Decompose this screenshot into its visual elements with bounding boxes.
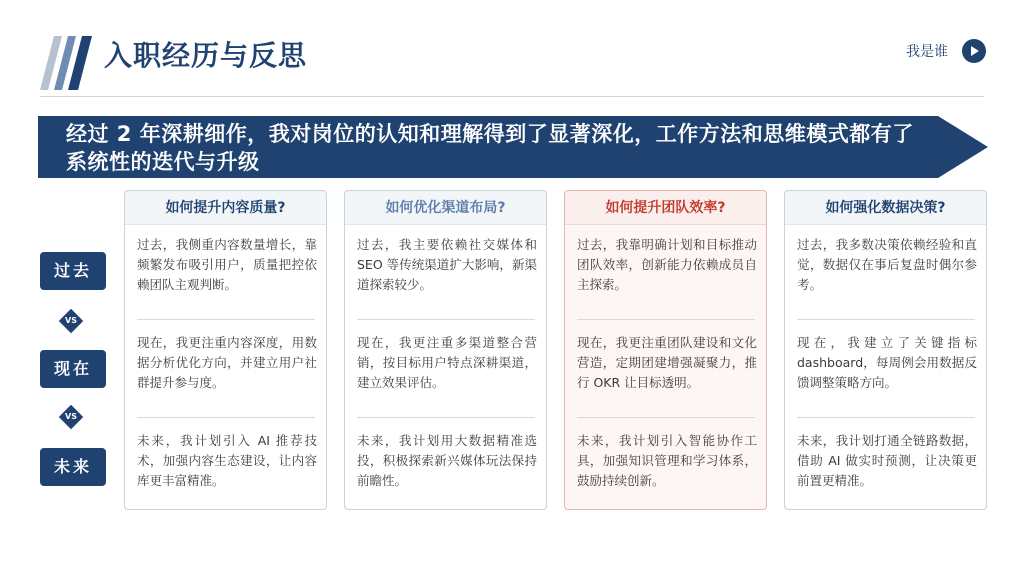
page-title: 入职经历与反思 bbox=[104, 39, 308, 72]
banner-text: 经过 2 年深耕细作，我对岗位的认知和理解得到了显著深化，工作方法和思维模式都有了系统性的迭代与升级 bbox=[66, 122, 914, 174]
card-divider bbox=[357, 417, 535, 418]
card-data-decision bbox=[784, 190, 987, 510]
card-future-text: 未来，我计划用大数据精准选投，积极探索新兴媒体玩法保持前瞻性。 bbox=[357, 433, 537, 488]
card-future-text: 未来，我计划引入智能协作工具，加强知识管理和学习体系，鼓励持续创新。 bbox=[577, 433, 757, 488]
card-title: 如何优化渠道布局? bbox=[345, 191, 546, 225]
title-slashes-decoration bbox=[40, 36, 100, 90]
card-past-text: 过去，我靠明确计划和目标推动团队效率，创新能力依赖成员自主探索。 bbox=[577, 237, 757, 292]
vs-text: VS bbox=[65, 412, 77, 421]
header-divider bbox=[40, 96, 984, 97]
card-present-text: 现在，我建立了关键指标 dashboard，每周例会用数据反馈调整策略方向。 bbox=[797, 335, 977, 390]
card-content-quality bbox=[124, 190, 327, 510]
card-divider bbox=[137, 319, 315, 320]
card-divider bbox=[137, 417, 315, 418]
vs-badge bbox=[59, 309, 83, 333]
card-title: 如何提升内容质量? bbox=[125, 191, 326, 225]
play-icon[interactable] bbox=[962, 39, 986, 63]
summary-banner bbox=[38, 116, 988, 178]
card-present-text: 现在，我更注重内容深度，用数据分析优化方向，并建立用户社群提升参与度。 bbox=[137, 335, 317, 390]
card-divider bbox=[797, 319, 975, 320]
card-past-text: 过去，我侧重内容数量增长，靠频繁发布吸引用户，质量把控依赖团队主观判断。 bbox=[137, 237, 317, 292]
card-divider bbox=[797, 417, 975, 418]
card-body bbox=[125, 225, 326, 509]
card-body bbox=[565, 225, 766, 509]
card-title: 如何强化数据决策? bbox=[785, 191, 986, 225]
vs-badge bbox=[59, 405, 83, 429]
card-body bbox=[785, 225, 986, 509]
card-past-text: 过去，我多数决策依赖经验和直觉，数据仅在事后复盘时偶尔参考。 bbox=[797, 237, 977, 292]
card-divider bbox=[357, 319, 535, 320]
row-label-past: 过去 bbox=[40, 252, 106, 290]
card-channel-layout bbox=[344, 190, 547, 510]
vs-text: VS bbox=[65, 316, 77, 325]
card-divider bbox=[577, 319, 755, 320]
row-label-future: 未来 bbox=[40, 448, 106, 486]
nav-whoami-link[interactable]: 我是谁 bbox=[906, 44, 948, 60]
row-label-present: 现在 bbox=[40, 350, 106, 388]
card-title: 如何提升团队效率? bbox=[565, 191, 766, 225]
card-future-text: 未来，我计划引入 AI 推荐技术，加强内容生态建设，让内容库更丰富精准。 bbox=[137, 433, 317, 488]
card-divider bbox=[577, 417, 755, 418]
card-body bbox=[345, 225, 546, 509]
card-future-text: 未来，我计划打通全链路数据，借助 AI 做实时预测，让决策更前置更精准。 bbox=[797, 433, 977, 488]
card-present-text: 现在，我更注重团队建设和文化营造，定期团建增强凝聚力，推行 OKR 让目标透明。 bbox=[577, 335, 757, 390]
card-present-text: 现在，我更注重多渠道整合营销，按目标用户特点深耕渠道，建立效果评估。 bbox=[357, 335, 537, 390]
card-past-text: 过去，我主要依赖社交媒体和 SEO 等传统渠道扩大影响，新渠道探索较少。 bbox=[357, 237, 537, 292]
card-team-efficiency bbox=[564, 190, 767, 510]
